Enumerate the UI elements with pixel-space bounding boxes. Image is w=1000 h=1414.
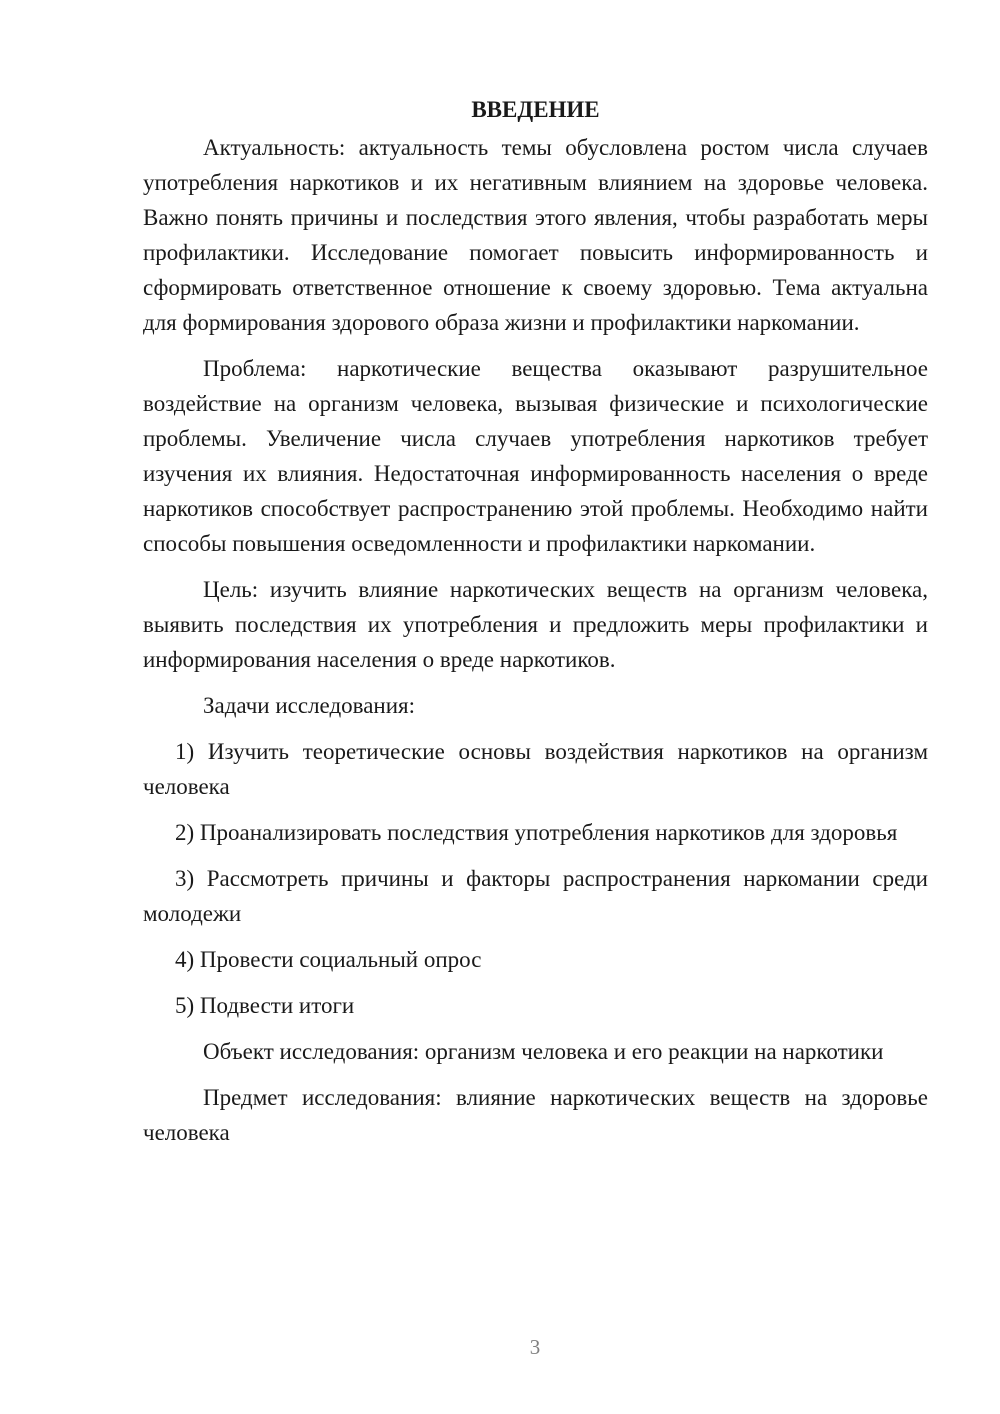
object-paragraph: Объект исследования: организм человека и его реакции на наркотики [203, 1039, 884, 1064]
task-item-3: 3) Рассмотреть причины и факторы распространения наркомании среди молодежи [143, 866, 928, 926]
tasks-heading: Задачи исследования: [203, 693, 416, 718]
page-content [143, 92, 928, 1150]
task-item-4: 4) Провести социальный опрос [175, 947, 482, 972]
subject-paragraph: Предмет исследования: влияние наркотических веществ на здоровье человека [143, 1085, 928, 1145]
page-number: 3 [529, 1335, 541, 1359]
relevance-paragraph: Актуальность: актуальность темы обусловлена ростом числа случаев употребления наркотиков и их негативным влиянием на здоровье человека. Важно понять причины и последствия этого явления, чтобы разработать меры профилактики. Исследование помогает повысить информированность и сформировать ответственное отношение к своему здоровью. Тема актуальна для формирования здорового образа жизни и профилактики наркомании. [143, 135, 928, 335]
section-title: ВВЕДЕНИЕ [471, 97, 600, 122]
goal-paragraph: Цель: изучить влияние наркотических веществ на организм человека, выявить последствия их употребления и предложить меры профилактики и информирования населения о вреде наркотиков. [143, 577, 928, 672]
task-item-1: 1) Изучить теоретические основы воздействия наркотиков на организм человека [143, 739, 928, 799]
task-item-5: 5) Подвести итоги [175, 993, 355, 1018]
problem-paragraph: Проблема: наркотические вещества оказывают разрушительное воздействие на организм человека, вызывая физические и психологические проблемы. Увеличение числа случаев употребления наркотиков требует изучения их влияния. Недостаточная информированность населения о вреде наркотиков способствует распространению этой проблемы. Необходимо найти способы повышения осведомленности и профилактики наркомании. [143, 356, 928, 556]
task-item-2: 2) Проанализировать последствия употребления наркотиков для здоровья [175, 820, 898, 845]
